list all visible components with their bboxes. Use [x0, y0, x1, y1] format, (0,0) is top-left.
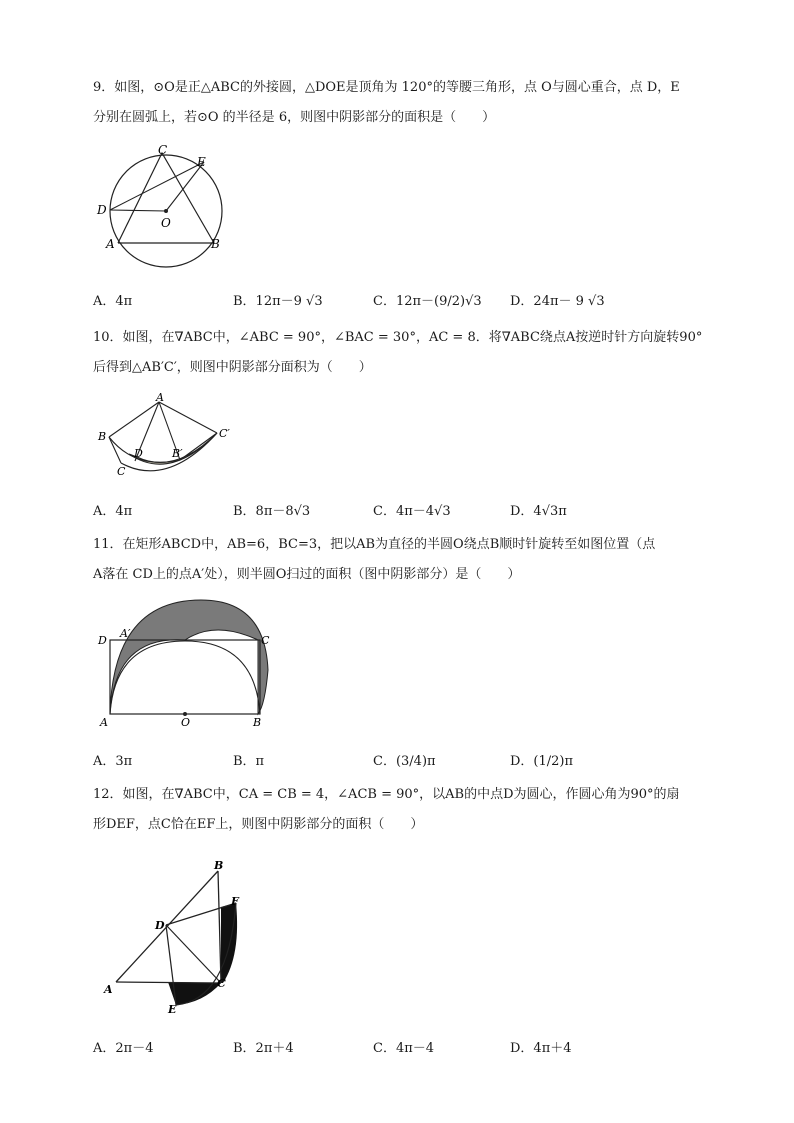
label-A: A [104, 983, 113, 996]
label-E: E [168, 1003, 177, 1016]
label-D: D [155, 919, 165, 932]
label-D: D [98, 634, 107, 647]
label-A: A [100, 716, 108, 729]
label-B: B [214, 859, 224, 872]
question-11-line-2: A落在 CD上的点A′处），则半圆O扫过的面积（图中阴影部分）是（ ） [93, 567, 521, 582]
option-c[interactable]: C．(3/4)π [373, 754, 436, 769]
option-a[interactable]: A．3π [93, 754, 133, 769]
label-A: A [156, 391, 164, 404]
label-O: O [181, 716, 191, 729]
label-C: C [117, 465, 126, 478]
question-10-line-2: 后得到△AB′C′，则图中阴影部分面积为（ ） [93, 360, 372, 375]
figure-q11 [95, 595, 280, 730]
option-a[interactable]: A．2π－4 [93, 1041, 154, 1056]
option-d[interactable]: D．4π＋4 [510, 1041, 572, 1056]
question-12-line-1: 12．如图，在∇ABC中，CA = CB = 4，∠ACB = 90°，以AB的中点D为圆心，作圆心角为90°的扇 [93, 787, 680, 802]
question-11-options [93, 750, 733, 776]
label-B: B [211, 237, 220, 251]
label-C: C [158, 143, 168, 157]
label-D: D [97, 203, 107, 217]
option-b[interactable]: B．8π－8√3 [233, 504, 311, 519]
question-10 [93, 323, 733, 383]
question-12 [93, 780, 733, 840]
option-b[interactable]: B．π [233, 754, 265, 769]
option-a[interactable]: A．4π [93, 294, 133, 309]
label-F: F [231, 895, 239, 908]
question-9 [93, 73, 733, 133]
option-a[interactable]: A．4π [93, 504, 133, 519]
label-D: D [134, 447, 143, 460]
option-d[interactable]: D．(1/2)π [510, 754, 574, 769]
label-A-prime: A′ [120, 627, 131, 640]
question-10-options [93, 500, 733, 526]
label-C-prime: C′ [219, 427, 230, 440]
option-b[interactable]: B．12π－9 √3 [233, 294, 323, 309]
label-B: B [253, 716, 262, 729]
option-c[interactable]: C．12π－(9/2)√3 [373, 294, 482, 309]
option-d[interactable]: D．24π－ 9 √3 [510, 294, 605, 309]
figure-q10 [95, 390, 245, 485]
question-10-line-1: 10．如图，在∇ABC中，∠ABC = 90°，∠BAC = 30°，AC = 8．将∇ABC绕点A按逆时针方向旋转90° [93, 330, 703, 345]
question-11-line-1: 11．在矩形ABCD中，AB=6，BC=3，把以AB为直径的半圆O绕点B顺时针旋转至如图位置（点 [93, 537, 656, 552]
figure-q9 [92, 140, 242, 275]
option-d[interactable]: D．4√3π [510, 504, 567, 519]
question-9-line-2: 分别在圆弧上，若⊙O 的半径是 6，则图中阴影部分的面积是（ ） [93, 110, 496, 125]
question-9-line-1: 9．如图，⊙O是正△ABC的外接圆，△DOE是顶角为 120°的等腰三角形，点 O与圆心重合，点 D，E [93, 80, 680, 95]
label-A: A [106, 237, 115, 251]
question-12-line-2: 形DEF，点C恰在EF上，则图中阴影部分的面积（ ） [93, 817, 424, 832]
label-O: O [161, 216, 171, 230]
option-c[interactable]: C．4π－4√3 [373, 504, 451, 519]
question-9-options [93, 290, 733, 316]
label-C: C [261, 634, 270, 647]
figure-q12 [98, 855, 258, 1020]
option-b[interactable]: B．2π＋4 [233, 1041, 294, 1056]
label-E: E [197, 155, 206, 169]
question-12-options [93, 1037, 733, 1063]
label-C: C [217, 977, 226, 990]
label-B-prime: B′ [172, 447, 183, 460]
option-c[interactable]: C．4π－4 [373, 1041, 435, 1056]
question-11 [93, 530, 733, 590]
label-B: B [98, 430, 107, 443]
